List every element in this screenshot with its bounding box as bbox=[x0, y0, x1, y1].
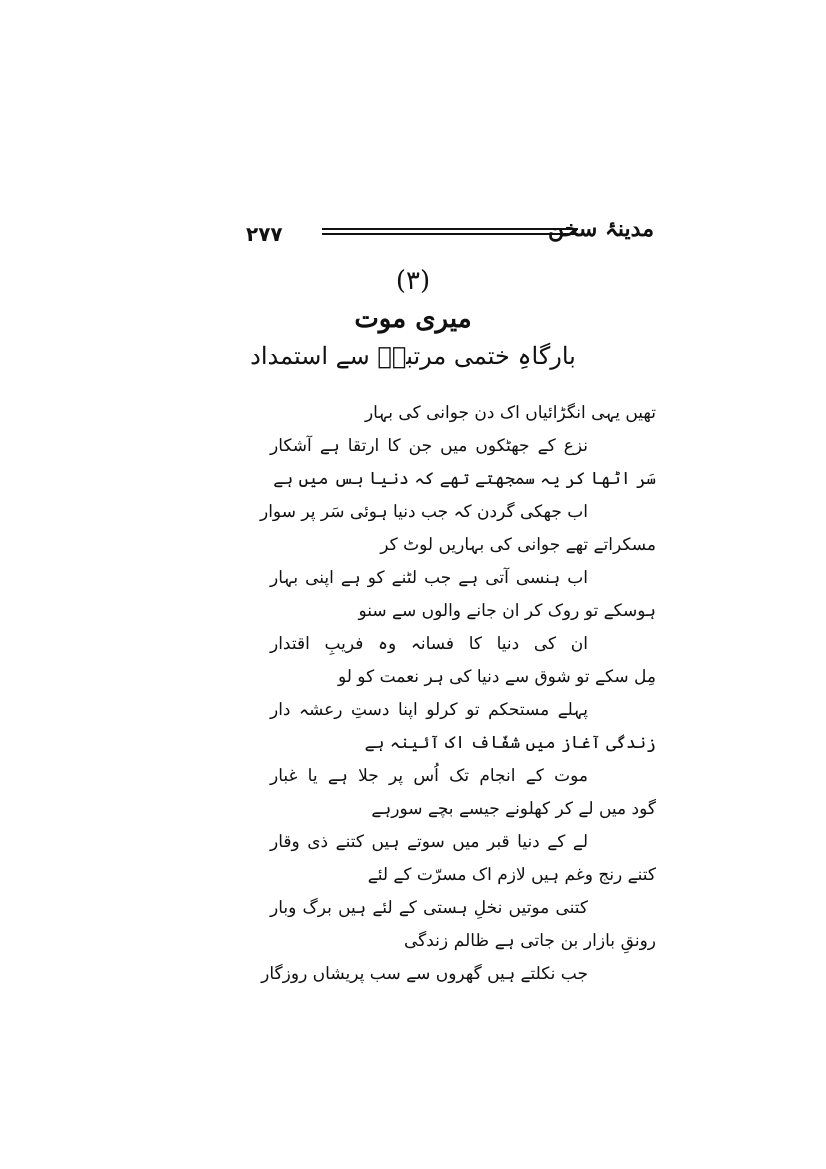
verse-line: تھیں یہی انگڑائیاں اک دن جوانی کی بہار bbox=[364, 403, 656, 423]
book-title: مدینۂ سخن bbox=[547, 216, 654, 242]
verse-line: اب ہنسی آتی ہے جب لٹنے کو ہے اپنی بہار bbox=[270, 568, 588, 588]
poem-title: میری موت bbox=[354, 304, 472, 334]
verse-line: لے کے دنیا قبر میں سوتے ہیں کتنے ذی وقار bbox=[270, 832, 588, 852]
verse-line: کتنی موتیں نخلِ ہستی کے لئے ہیں برگ وبار bbox=[270, 898, 588, 918]
verse-line: نزع کے جھٹکوں میں جن کا ارتقا ہے آشکار bbox=[270, 436, 588, 456]
page-number: ۲۷۷ bbox=[246, 222, 283, 246]
verse-line: ان کی دنیا کا فسانہ وہ فریبِ اقتدار bbox=[270, 634, 588, 654]
poem-number: (۳) bbox=[395, 266, 431, 296]
poem-subtitle: بارگاہِ ختمی مرتبتؐ سے استمداد bbox=[250, 342, 576, 370]
verse-line: موت کے انجام تک اُس پر جلا ہے یا غبار bbox=[270, 766, 588, 786]
header-rule-bottom bbox=[322, 233, 578, 235]
verse-line: زندگی آغاز میں شفّاف اک آئینہ ہے bbox=[364, 733, 656, 753]
verse-line: ہوسکے تو روک کر ان جانے والوں سے سنو bbox=[358, 601, 656, 621]
verse-line: پہلے مستحکم تو کرلو اپنا دستِ رعشہ دار bbox=[270, 700, 588, 720]
verse-line: مسکراتے تھے جوانی کی بہاریں لوٹ کر bbox=[380, 535, 656, 555]
page-header bbox=[0, 214, 826, 254]
verse-line: اب جھکی گردن کہ جب دنیا ہوئی سَر پر سوار bbox=[260, 502, 588, 522]
verse-line: سَر اٹھا کر یہ سمجھتے تھے کہ دنیا بس میں ہے bbox=[273, 469, 656, 489]
verse-line: کتنے رنج وغم ہیں لازم اک مسرّت کے لئے bbox=[367, 865, 656, 885]
verse-line: مِل سکے تو شوق سے دنیا کی ہر نعمت کو لو bbox=[337, 667, 656, 687]
verse-line: گود میں لے کر کھلونے جیسے بچے سورہے bbox=[371, 799, 656, 819]
verse-line: جب نکلتے ہیں گھروں سے سب پریشاں روزگار bbox=[261, 964, 588, 984]
verse-line: رونقِ بازار بن جاتی ہے ظالم زندگی bbox=[404, 931, 656, 951]
header-rule-top bbox=[322, 228, 578, 230]
